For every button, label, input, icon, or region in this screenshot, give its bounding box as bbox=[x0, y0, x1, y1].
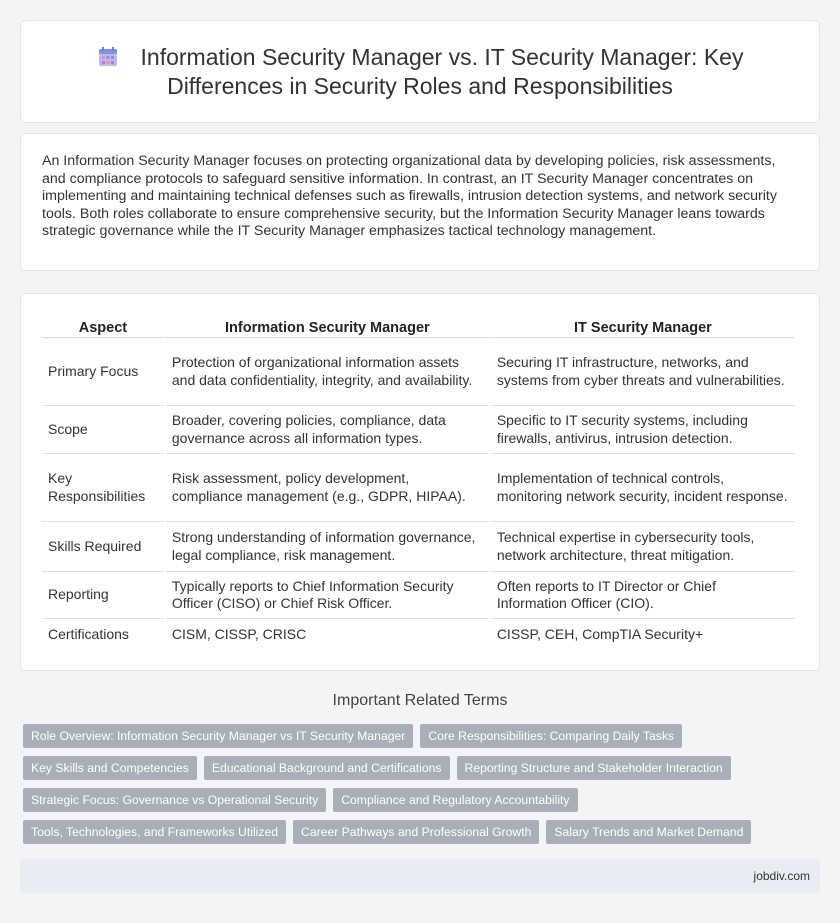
related-term-tag[interactable]: Role Overview: Information Security Manager vs IT Security Manager bbox=[23, 724, 413, 748]
tag-row bbox=[23, 788, 823, 812]
infosec-cell: CISM, CISSP, CRISC bbox=[171, 626, 307, 643]
tag-row bbox=[23, 820, 823, 844]
infosec-cell: Risk assessment, policy development, compliance management (e.g., GDPR, HIPAA). bbox=[166, 454, 489, 522]
related-term-tag[interactable]: Salary Trends and Market Demand bbox=[546, 820, 751, 844]
related-term-tag[interactable]: Educational Background and Certifications bbox=[204, 756, 450, 780]
table-row bbox=[42, 619, 795, 651]
tag-row bbox=[23, 724, 823, 748]
comparison-card bbox=[20, 293, 820, 671]
table-row bbox=[42, 522, 795, 572]
itsec-cell: Often reports to IT Director or Chief Information Officer (CIO). bbox=[491, 572, 795, 619]
table-row bbox=[42, 572, 795, 619]
page-title bbox=[61, 43, 779, 101]
footer bbox=[20, 859, 820, 893]
calendar-icon bbox=[97, 46, 119, 68]
tag-row bbox=[23, 756, 823, 780]
aspect-cell: Skills Required bbox=[42, 522, 164, 572]
column-header: Aspect bbox=[42, 312, 164, 338]
table-row bbox=[42, 454, 795, 522]
infosec-cell: Typically reports to Chief Information Security Officer (CISO) or Chief Risk Officer. bbox=[166, 572, 489, 619]
infosec-cell: Strong understanding of information governance, legal compliance, risk management. bbox=[166, 522, 489, 572]
itsec-cell: Technical expertise in cybersecurity tools, network architecture, threat mitigation. bbox=[491, 522, 795, 572]
aspect-cell: Certifications bbox=[48, 626, 129, 643]
column-header: Information Security Manager bbox=[166, 312, 489, 338]
table-header-row bbox=[42, 312, 795, 338]
related-term-tag[interactable]: Reporting Structure and Stakeholder Interaction bbox=[457, 756, 731, 780]
itsec-cell: CISSP, CEH, CompTIA Security+ bbox=[496, 626, 704, 643]
aspect-cell: Reporting bbox=[42, 572, 164, 619]
aspect-cell: Key Responsibilities bbox=[42, 454, 164, 522]
itsec-cell: Securing IT infrastructure, networks, and systems from cyber threats and vulnerabilities. bbox=[491, 338, 795, 406]
aspect-cell: Scope bbox=[42, 406, 164, 454]
itsec-cell: Specific to IT security systems, including firewalls, antivirus, intrusion detection. bbox=[491, 406, 795, 454]
comparison-table bbox=[40, 312, 797, 651]
related-term-tag[interactable]: Compliance and Regulatory Accountability bbox=[333, 788, 577, 812]
related-terms-heading: Important Related Terms bbox=[332, 692, 508, 709]
related-term-tag[interactable]: Strategic Focus: Governance vs Operational Security bbox=[23, 788, 326, 812]
page-title-text: Information Security Manager vs. IT Security Manager: Key Differences in Security Roles and Responsibilities bbox=[140, 43, 744, 99]
aspect-cell: Primary Focus bbox=[42, 338, 164, 406]
itsec-cell: Implementation of technical controls, monitoring network security, incident response. bbox=[491, 454, 795, 522]
column-header: IT Security Manager bbox=[491, 312, 795, 338]
related-terms-list bbox=[23, 724, 823, 852]
related-term-tag[interactable]: Key Skills and Competencies bbox=[23, 756, 197, 780]
related-term-tag[interactable]: Tools, Technologies, and Frameworks Utilized bbox=[23, 820, 286, 844]
infosec-cell: Protection of organizational information assets and data confidentiality, integrity, and availability. bbox=[166, 338, 489, 406]
intro-paragraph: An Information Security Manager focuses on protecting organizational data by developing policies, risk assessments, and compliance protocols to safeguard sensitive information. In contrast, an IT Security Manager concentrates on implementing and maintaining technical defenses such as firewalls, intrusion detection systems, and network security tools. Both roles collaborate to ensure comprehensive security, but the Information Security Manager leans towards strategic governance while the IT Security Manager emphasizes tactical technology management. bbox=[42, 153, 777, 240]
table-row bbox=[42, 406, 795, 454]
related-term-tag[interactable]: Core Responsibilities: Comparing Daily Tasks bbox=[420, 724, 682, 748]
related-term-tag[interactable]: Career Pathways and Professional Growth bbox=[293, 820, 539, 844]
footer-site-link[interactable]: jobdiv.com bbox=[753, 869, 810, 883]
table-row bbox=[42, 338, 795, 406]
intro-card bbox=[20, 133, 820, 271]
title-card bbox=[20, 20, 820, 123]
infosec-cell: Broader, covering policies, compliance, data governance across all information types. bbox=[166, 406, 489, 454]
